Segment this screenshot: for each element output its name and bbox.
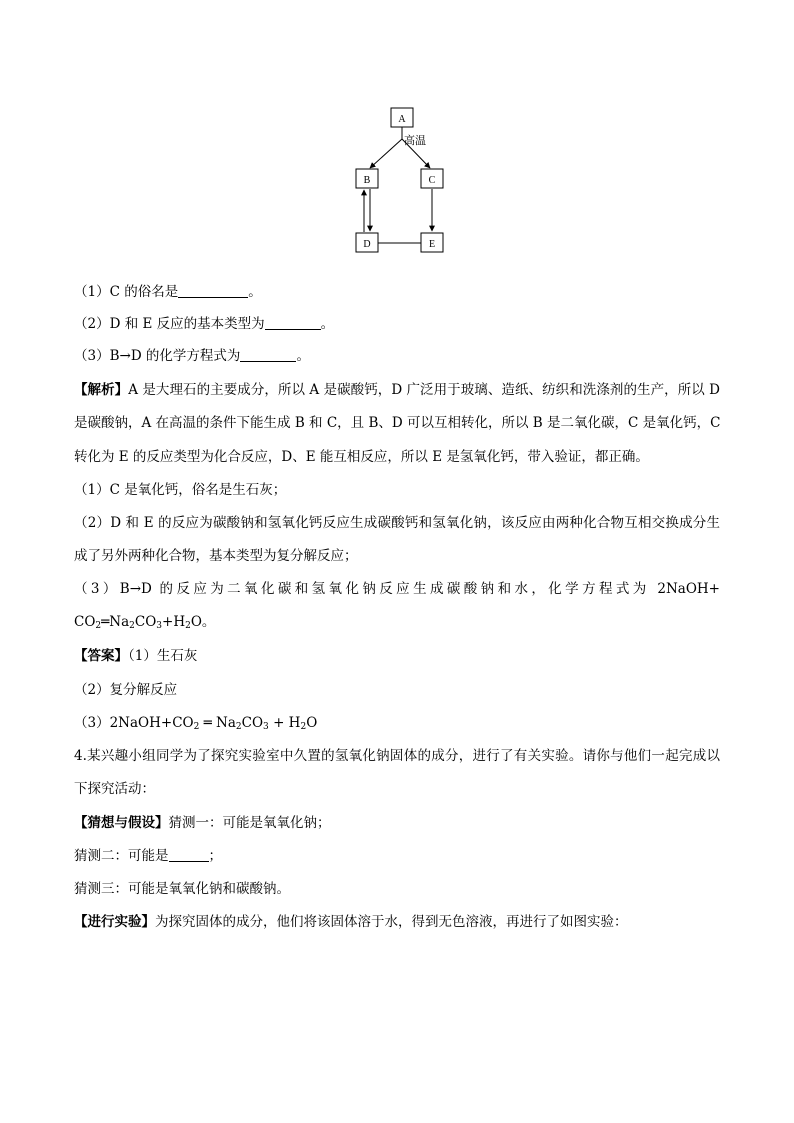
analysis-line-2: 是碳酸钠，A 在高温的条件下能生成 B 和 C，且 B、D 可以互相转化，所以 B 是二氧化碳，C 是氧化钙，C bbox=[74, 415, 721, 431]
node-a-label: A bbox=[398, 114, 406, 125]
reaction-diagram bbox=[350, 104, 450, 256]
analysis-part-3a: （3）B→D 的反应为二氧化碳和氢氧化钠反应生成碳酸钠和水，化学方程式为 2NaOH+ bbox=[74, 581, 720, 597]
q4-guess-2: 猜测二：可能是 ； bbox=[74, 848, 222, 864]
answer-blank-guess-2[interactable] bbox=[169, 847, 209, 862]
answer-line-3: $(3)2NaOH+CO_2$ ═ $Na_2CO_3 + H_2O$ bbox=[74, 715, 318, 732]
q4-guess-1: 【猜想与假设】猜测一：可能是氧氧化钠； bbox=[74, 815, 331, 831]
analysis-part-1: （1）C 是氧化钙，俗名是生石灰； bbox=[74, 482, 287, 498]
node-b-label: B bbox=[363, 175, 371, 186]
q4-line-2: 下探究活动： bbox=[74, 781, 155, 797]
condition-label: 高温 bbox=[404, 134, 426, 147]
analysis-part-2a: （2）D 和 E 的反应为碳酸钠和氢氧化钙反应生成碳酸钙和氢氧化钠，该反应由两种化合物互相交换成分生 bbox=[74, 515, 720, 531]
analysis-part-3b: $CO_2═Na_2CO_3+H_2O$。 bbox=[74, 614, 216, 631]
analysis-tag: 【解析】 bbox=[74, 382, 129, 398]
answer-line-1: 【答案】（1）生石灰 bbox=[74, 648, 198, 664]
edge-a-b bbox=[370, 139, 402, 168]
node-c-label: C bbox=[428, 175, 436, 186]
question-1: （1）C 的俗名是 。 bbox=[74, 284, 262, 300]
node-e-label: E bbox=[428, 239, 436, 250]
analysis-part-2b: 成了另外两种化合物，基本类型为复分解反应； bbox=[74, 548, 358, 564]
q4-guess-3: 猜测三：可能是氧氧化钠和碳酸钠。 bbox=[74, 881, 290, 897]
experiment-tag: 【进行实验】 bbox=[74, 914, 155, 930]
answer-blank-3[interactable] bbox=[240, 347, 296, 362]
answer-tag: 【答案】 bbox=[74, 648, 128, 664]
question-2: （2）D 和 E 反应的基本类型为 。 bbox=[74, 316, 335, 332]
question-3: （3）B→D 的化学方程式为 。 bbox=[74, 348, 310, 364]
q4-experiment: 【进行实验】为探究固体的成分，他们将该固体溶于水，得到无色溶液，再进行了如图实验： bbox=[74, 914, 628, 930]
answer-blank-1[interactable] bbox=[178, 283, 248, 298]
node-d-label: D bbox=[363, 239, 371, 250]
guess-tag: 【猜想与假设】 bbox=[74, 815, 169, 831]
answer-line-2: （2）复分解反应 bbox=[74, 682, 178, 698]
q4-line-1: 4.某兴趣小组同学为了探究实验室中久置的氢氧化钠固体的成分，进行了有关实验。请你与他们一起完成以 bbox=[74, 748, 720, 764]
answer-blank-2[interactable] bbox=[265, 315, 321, 330]
analysis-line-3: 转化为 E 的反应类型为化合反应，D、E 能互相反应，所以 E 是氢氧化钙，带入验证，都正确。 bbox=[74, 449, 649, 465]
analysis-line-1: 【解析】A 是大理石的主要成分，所以 A 是碳酸钙，D 广泛用于玻璃、造纸、纺织和洗涤剂的生产，所以 D bbox=[74, 382, 721, 398]
